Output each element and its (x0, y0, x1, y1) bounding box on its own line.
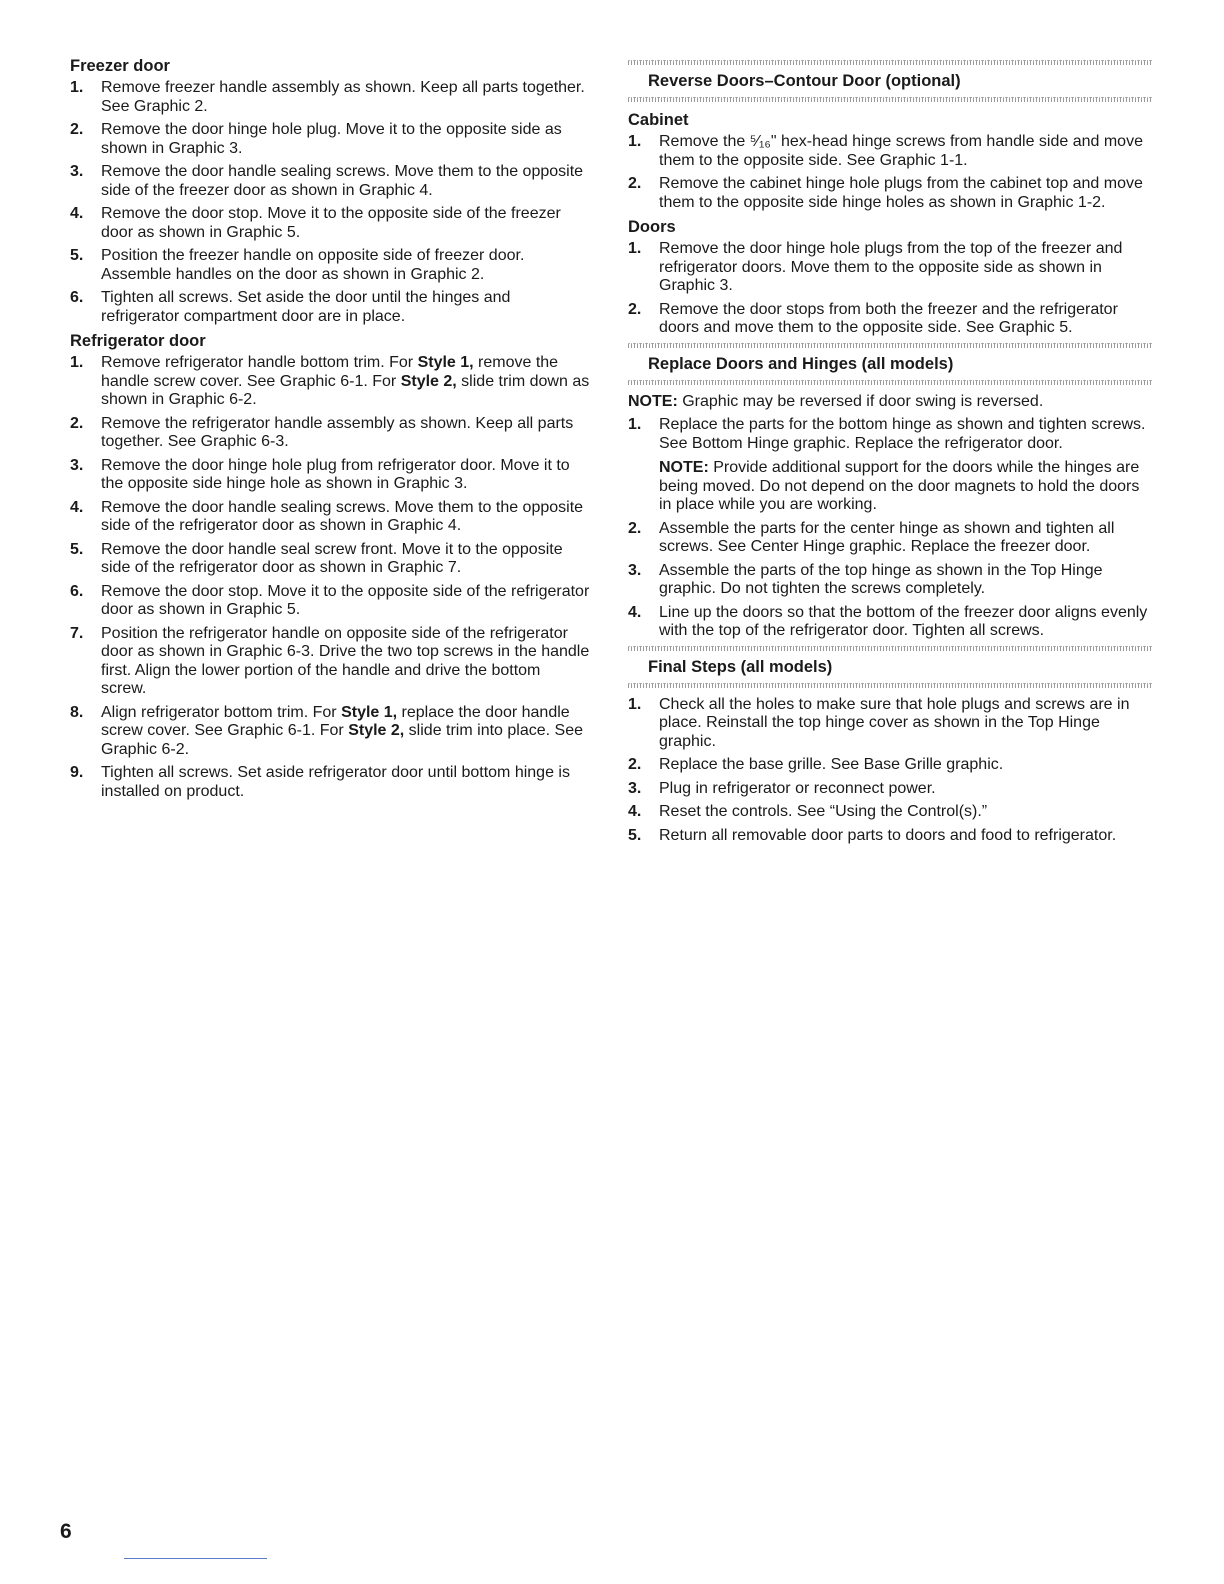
step-text: Remove the door stop. Move it to the opposite side of the refrigerator door as shown in Graphic 5. (101, 582, 590, 618)
list-item (628, 301, 1152, 338)
list-item (70, 499, 590, 536)
list-item (70, 205, 590, 242)
note-label: NOTE: (628, 392, 678, 410)
page-number: 6 (60, 1520, 72, 1543)
step-text: Position the refrigerator handle on opposite side of the refrigerator door as shown in Graphic 6-3. Drive the two top screws in the handle first. Align the lower portion of the handle and drive the bottom screw. (101, 624, 590, 697)
step-number: 3. (70, 456, 84, 474)
step-number: 1. (70, 354, 84, 371)
list-item (70, 764, 590, 801)
step-text: Plug in refrigerator or reconnect power. (659, 779, 936, 797)
step-number: 8. (70, 703, 84, 721)
doors-heading: Doors (628, 218, 676, 236)
freezer-door-steps (70, 79, 590, 326)
step-text: Return all removable door parts to doors and food to refrigerator. (659, 826, 1117, 844)
freezer-door-heading: Freezer door (70, 57, 170, 75)
list-item (70, 79, 590, 116)
list-item (70, 354, 590, 410)
step-number: 9. (70, 764, 84, 781)
step-number: 6. (70, 582, 84, 600)
final-steps-section-header (628, 646, 1152, 688)
list-item (628, 604, 1152, 641)
step-text: Align refrigerator bottom trim. For Style 1, replace the door handle screw cover. See Graphic 6-1. For Style 2, slide trim into place. See Graphic 6-2. (101, 703, 583, 758)
list-item (70, 289, 590, 326)
step-text: Remove the door hinge hole plug from refrigerator door. Move it to the opposite side hinge hole as shown in Graphic 3. (101, 456, 570, 492)
step-number: 4. (628, 803, 642, 820)
step-text: Position the freezer handle on opposite side of freezer door. Assemble handles on the door as shown in Graphic 2. (101, 247, 525, 283)
cabinet-steps (628, 133, 1152, 212)
step-number: 5. (628, 826, 642, 844)
step-text: Remove the door stop. Move it to the opposite side of the freezer door as shown in Graphic 5. (101, 205, 561, 241)
step-number: 3. (70, 163, 84, 180)
list-item (628, 696, 1152, 752)
reverse-doors-section-header (628, 60, 1152, 102)
step-number: 2. (70, 121, 84, 138)
step-text: Remove the door handle seal screw front. Move it to the opposite side of the refrigerator door as shown in Graphic 7. (101, 540, 563, 576)
section-divider (628, 683, 1152, 688)
list-item (628, 827, 1152, 846)
step-text: Replace the parts for the bottom hinge as shown and tighten screws. See Bottom Hinge graphic. Replace the refrigerator door. NOTE: Provide additional support for the doors while the hinges are being moved. Do not depend on the door magnets to hold the doors in place while you are working. (659, 416, 1146, 513)
list-item (628, 780, 1152, 799)
step-text: Assemble the parts for the center hinge as shown and tighten all screws. See Center Hinge graphic. Replace the freezer door. (659, 519, 1115, 555)
step-number: 1. (628, 416, 642, 433)
step-number: 2. (628, 756, 642, 773)
step-number: 4. (70, 205, 84, 222)
step-text: Tighten all screws. Set aside the door until the hinges and refrigerator compartment door are in place. (101, 289, 511, 325)
list-item (70, 583, 590, 620)
refrigerator-door-heading: Refrigerator door (70, 332, 206, 350)
footer-rule (124, 1558, 267, 1559)
step-text: Line up the doors so that the bottom of the freezer door aligns evenly with the top of the refrigerator door. Tighten all screws. (659, 603, 1148, 639)
list-item (70, 121, 590, 158)
step-text: Tighten all screws. Set aside refrigerator door until bottom hinge is installed on product. (101, 764, 570, 800)
step-number: 1. (70, 79, 84, 96)
list-item (628, 803, 1152, 822)
replace-doors-note (628, 393, 1152, 412)
list-item (70, 625, 590, 699)
step-number: 5. (70, 247, 84, 264)
step-text: Remove the door handle sealing screws. Move them to the opposite side of the freezer door as shown in Graphic 4. (101, 163, 584, 199)
note-text: Graphic may be reversed if door swing is reversed. (677, 392, 1044, 410)
step-number: 2. (628, 519, 642, 537)
replace-doors-steps (628, 416, 1152, 641)
step-text: Remove refrigerator handle bottom trim. For Style 1, remove the handle screw cover. See Graphic 6-1. For Style 2, slide trim down as shown in Graphic 6-2. (101, 354, 590, 408)
list-item (628, 175, 1152, 212)
step-text: Remove the door stops from both the freezer and the refrigerator doors and move them to the opposite side. See Graphic 5. (659, 300, 1118, 336)
list-item (628, 240, 1152, 296)
list-item (70, 541, 590, 578)
step-number: 3. (628, 561, 642, 579)
step-number: 6. (70, 289, 84, 306)
replace-doors-section-header (628, 343, 1152, 385)
step-text: Check all the holes to make sure that hole plugs and screws are in place. Reinstall the top hinge cover as shown in the Top Hinge graphic. (659, 695, 1130, 750)
step-text: Remove the refrigerator handle assembly as shown. Keep all parts together. See Graphic 6-3. (101, 414, 574, 450)
reverse-doors-title: Reverse Doors–Contour Door (optional) (648, 72, 961, 90)
step-number: 4. (628, 603, 642, 621)
step-text: Remove the door handle sealing screws. Move them to the opposite side of the refrigerator door as shown in Graphic 4. (101, 498, 584, 534)
step-number: 3. (628, 779, 642, 797)
list-item (628, 756, 1152, 775)
step-number: 5. (70, 540, 84, 558)
step-number: 7. (70, 624, 84, 642)
step-number: 1. (628, 240, 642, 257)
left-column (70, 56, 590, 806)
list-item (628, 133, 1152, 170)
refrigerator-door-steps (70, 354, 590, 801)
list-item (70, 415, 590, 452)
step-text: Replace the base grille. See Base Grille graphic. (659, 756, 1004, 773)
step-text: Remove the cabinet hinge hole plugs from the cabinet top and move them to the opposite side hinge holes as shown in Graphic 1-2. (659, 175, 1143, 211)
cabinet-heading: Cabinet (628, 111, 689, 129)
list-item (70, 163, 590, 200)
step-number: 4. (70, 498, 84, 516)
right-column (628, 56, 1152, 850)
list-item (70, 704, 590, 760)
step-text: Remove the door hinge hole plug. Move it to the opposite side as shown in Graphic 3. (101, 121, 562, 157)
step-number: 2. (628, 175, 642, 192)
step-number: 2. (628, 300, 642, 318)
step-text: Reset the controls. See “Using the Control(s).” (659, 803, 988, 820)
section-divider (628, 380, 1152, 385)
final-steps-title: Final Steps (all models) (648, 657, 833, 676)
list-item (628, 520, 1152, 557)
step-number: 2. (70, 414, 84, 432)
step-number: 1. (628, 695, 642, 713)
step-text: Remove freezer handle assembly as shown. Keep all parts together. See Graphic 2. (101, 79, 585, 115)
step-text: Remove the ⁵⁄₁₆" hex-head hinge screws from handle side and move them to the opposite side. See Graphic 1-1. (659, 133, 1143, 169)
list-item (70, 457, 590, 494)
step-number: 1. (628, 133, 642, 150)
section-divider (628, 97, 1152, 102)
final-steps-list (628, 696, 1152, 846)
doors-steps (628, 240, 1152, 338)
list-item (628, 562, 1152, 599)
step-text: Remove the door hinge hole plugs from the top of the freezer and refrigerator doors. Move them to the opposite side as shown in Graphic 3. (659, 240, 1123, 294)
replace-doors-title: Replace Doors and Hinges (all models) (648, 354, 954, 373)
list-item (70, 247, 590, 284)
step-text: Assemble the parts of the top hinge as shown in the Top Hinge graphic. Do not tighten the screws completely. (659, 561, 1103, 597)
list-item (628, 416, 1152, 515)
